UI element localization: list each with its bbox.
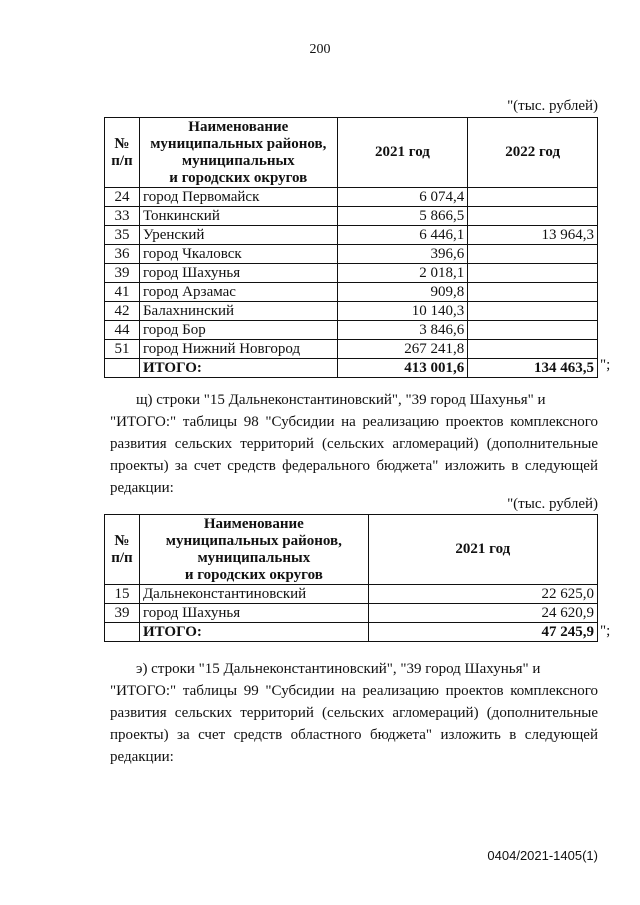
total-label: ИТОГО: [139, 359, 337, 378]
row-value-2022 [468, 188, 598, 207]
row-name: город Чкаловск [139, 245, 337, 264]
table-row [105, 321, 598, 340]
row-value-2022 [468, 321, 598, 340]
table-row [105, 604, 598, 623]
row-value-2022 [468, 207, 598, 226]
row-name: Тонкинский [139, 207, 337, 226]
closing-quote-1: "; [600, 357, 611, 373]
header-2021: 2021 год [337, 118, 468, 188]
table-header-row [105, 515, 598, 585]
row-value-2021: 6 074,4 [337, 188, 468, 207]
table-row [105, 188, 598, 207]
table-row [105, 226, 598, 245]
header-num: № п/п [105, 515, 140, 585]
header-2022: 2022 год [468, 118, 598, 188]
header-2021: 2021 год [368, 515, 597, 585]
row-number: 36 [105, 245, 140, 264]
row-value-2021: 5 866,5 [337, 207, 468, 226]
total-2022: 134 463,5 [468, 359, 598, 378]
unit-label-2: "(тыс. рублей) [507, 496, 598, 512]
table-row [105, 264, 598, 283]
header-name: Наименование муниципальных районов, муниципальных и городских округов [139, 515, 368, 585]
table-row [105, 207, 598, 226]
row-value-2022 [468, 245, 598, 264]
row-name: Балахнинский [139, 302, 337, 321]
total-2021: 413 001,6 [337, 359, 468, 378]
row-name: город Шахунья [139, 264, 337, 283]
total-row [105, 623, 598, 642]
row-value-2022 [468, 283, 598, 302]
row-name: город Шахунья [139, 604, 368, 623]
row-value-2021: 3 846,6 [337, 321, 468, 340]
closing-quote-2: "; [600, 623, 611, 639]
header-name: Наименование муниципальных районов, муниципальных и городских округов [139, 118, 337, 188]
unit-label-1: "(тыс. рублей) [507, 98, 598, 114]
subsidy-table-1 [104, 117, 598, 378]
header-num: № п/п [105, 118, 140, 188]
row-value-2021: 24 620,9 [368, 604, 597, 623]
table-row [105, 585, 598, 604]
row-name: город Бор [139, 321, 337, 340]
row-name: Уренский [139, 226, 337, 245]
row-number: 44 [105, 321, 140, 340]
row-number: 15 [105, 585, 140, 604]
table-row [105, 245, 598, 264]
row-value-2021: 396,6 [337, 245, 468, 264]
total-2021: 47 245,9 [368, 623, 597, 642]
row-value-2021: 10 140,3 [337, 302, 468, 321]
table-row [105, 302, 598, 321]
row-value-2022 [468, 302, 598, 321]
table-row [105, 283, 598, 302]
paragraph-shch: щ) строки "15 Дальнеконстантиновский", "39 город Шахунья" и "ИТОГО:" таблицы 98 "Субсидии на реализацию проектов комплексного развития сельских территорий (сельских агломераций) (дополнительные проекты) за счет средств федерального бюджета" изложить в следующей редакции: [110, 392, 598, 496]
row-value-2021: 909,8 [337, 283, 468, 302]
row-number: 42 [105, 302, 140, 321]
paragraph-e: э) строки "15 Дальнеконстантиновский", "39 город Шахунья" и "ИТОГО:" таблицы 99 "Субсидии на реализацию проектов комплексного развития сельских территорий (сельских агломераций) (дополнительные проекты) за счет средств областного бюджета" изложить в следующей редакции: [110, 661, 598, 765]
row-number: 39 [105, 604, 140, 623]
document-code: 0404/2021-1405(1) [487, 848, 598, 863]
page-number: 200 [309, 42, 331, 57]
row-name: город Первомайск [139, 188, 337, 207]
row-name: Дальнеконстантиновский [139, 585, 368, 604]
row-number: 39 [105, 264, 140, 283]
row-value-2022: 13 964,3 [468, 226, 598, 245]
row-value-2021: 2 018,1 [337, 264, 468, 283]
row-number: 51 [105, 340, 140, 359]
row-value-2021: 22 625,0 [368, 585, 597, 604]
table-header-row [105, 118, 598, 188]
row-value-2021: 6 446,1 [337, 226, 468, 245]
total-row [105, 359, 598, 378]
row-number: 24 [105, 188, 140, 207]
table-row [105, 340, 598, 359]
total-label: ИТОГО: [139, 623, 368, 642]
row-name: город Нижний Новгород [139, 340, 337, 359]
row-number: 41 [105, 283, 140, 302]
row-number: 33 [105, 207, 140, 226]
row-value-2021: 267 241,8 [337, 340, 468, 359]
row-value-2022 [468, 264, 598, 283]
row-name: город Арзамас [139, 283, 337, 302]
subsidy-table-2 [104, 514, 598, 642]
row-value-2022 [468, 340, 598, 359]
row-number: 35 [105, 226, 140, 245]
